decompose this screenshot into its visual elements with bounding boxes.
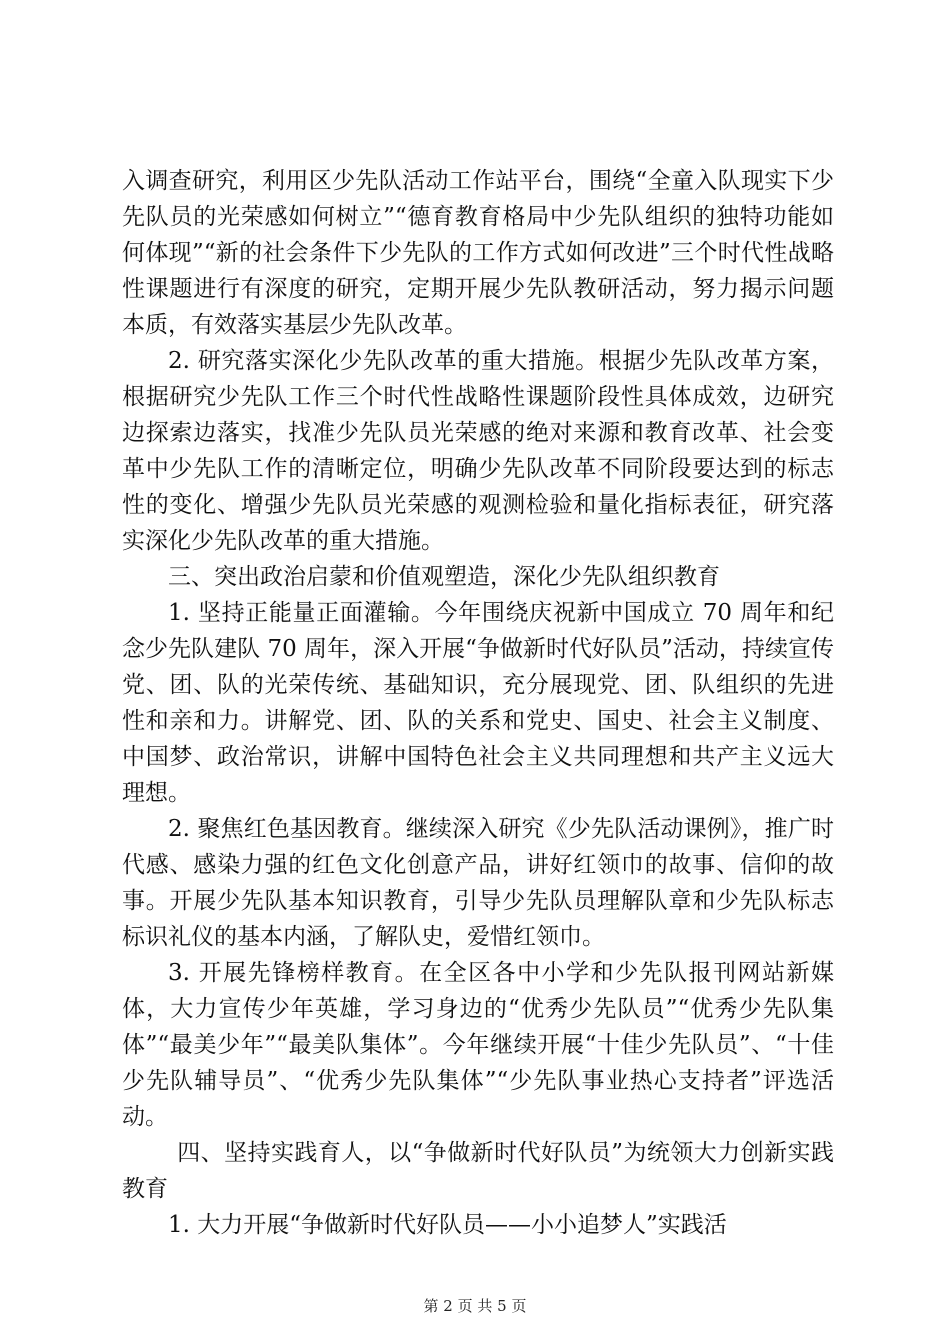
document-body	[122, 163, 834, 1243]
paragraph-item-1-positive-energy: 1. 坚持正能量正面灌输。今年围绕庆祝新中国成立 70 周年和纪念少先队建队 70 周年，深入开展“争做新时代好队员”活动，持续宣传党、团、队的光荣传统、基础知识，充分展现党、团、队组织的先进性和亲和力。讲解党、团、队的关系和党史、国史、社会主义制度、中国梦、政治常识，讲解中国特色社会主义共同理想和共产主义远大理想。	[122, 600, 834, 806]
paragraph-item-3-role-models: 3. 开展先锋榜样教育。在全区各中小学和少先队报刊网站新媒体，大力宣传少年英雄，学习身边的“优秀少先队员”“优秀少先队集体”“最美少年”“最美队集体”。今年继续开展“十佳少先队员”、“十佳少先队辅导员”、“优秀少先队集体”“少先队事业热心支持者”评选活动。	[122, 960, 834, 1130]
section-heading-3: 三、突出政治启蒙和价值观塑造，深化少先队组织教育	[168, 564, 720, 590]
section-heading-4: 四、坚持实践育人，以“争做新时代好队员”为统领大力创新实践教育	[122, 1140, 834, 1202]
paragraph-item-1-practice: 1. 大力开展“争做新时代好队员——小小追梦人”实践活	[168, 1212, 727, 1238]
paragraph-item-2-red-gene: 2. 聚焦红色基因教育。继续深入研究《少先队活动课例》，推广时代感、感染力强的红色文化创意产品，讲好红领巾的故事、信仰的故事。开展少先队基本知识教育，引导少先队员理解队章和少先队标志标识礼仪的基本内涵，了解队史，爱惜红领巾。	[122, 816, 834, 950]
paragraph-item-2-reform-measures: 2. 研究落实深化少先队改革的重大措施。根据少先队改革方案，根据研究少先队工作三个时代性战略性课题阶段性具体成效，边研究边探索边落实，找准少先队员光荣感的绝对来源和教育改革、社会变革中少先队工作的清晰定位，明确少先队改革不同阶段要达到的标志性的变化、增强少先队员光荣感的观测检验和量化指标表征，研究落实深化少先队改革的重大措施。	[122, 348, 834, 554]
paragraph-continuation: 入调查研究，利用区少先队活动工作站平台，围绕“全童入队现实下少先队员的光荣感如何树立”“德育教育格局中少先队组织的独特功能如何体现”“新的社会条件下少先队的工作方式如何改进”三个时代性战略性课题进行有深度的研究，定期开展少先队教研活动，努力揭示问题本质，有效落实基层少先队改革。	[122, 168, 834, 338]
page-number-footer: 第 2 页 共 5 页	[423, 1297, 527, 1315]
